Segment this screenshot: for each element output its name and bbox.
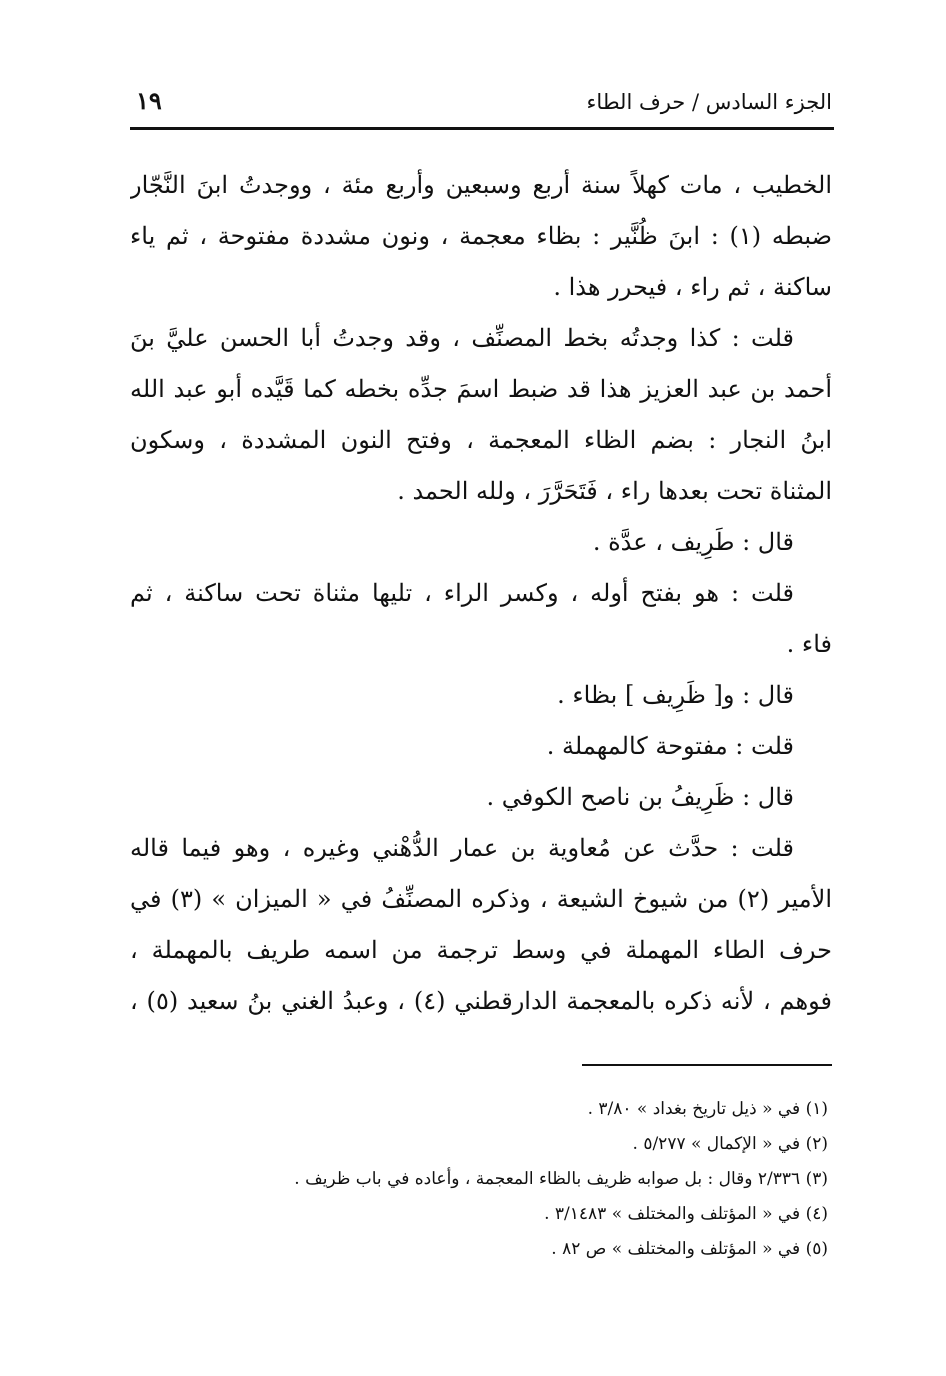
text-line: قال : ظَرِيفُ بن ناصح الكوفي . [486,783,794,811]
text-line: قال : و[ ظَرِيف ] بظاء . [557,681,794,709]
text-line: حرف الطاء المهملة في وسط ترجمة من اسمه طريف بالمهملة ، [130,936,832,964]
text-line: ضبطه (١) : ابنَ ظُنَّير : بظاء معجمة ، ونون مشددة مفتوحة ، ثم ياء [130,222,832,250]
main-text [130,160,832,1027]
running-header-title: الجزء السادس / حرف الطاء [586,90,832,114]
text-line: قلت : هو بفتح أوله ، وكسر الراء ، تليها مثناة تحت ساكنة ، ثم [130,579,794,607]
footnote: (١) في « ذيل تاريخ بغداد » ٣/٨٠ . [587,1099,828,1119]
header-rule [130,127,834,130]
text-line: الخطيب ، مات كهلاً سنة أربع وسبعين وأربع مئة ، ووجدتُ ابنَ النَّجّار [130,171,832,199]
footnote: (٥) في « المؤتلف والمختلف » ص ٨٢ . [551,1239,828,1259]
page-number: ١٩ [136,86,162,115]
footnotes [130,1092,834,1267]
text-line: قلت : كذا وجدتُه بخط المصنِّف ، وقد وجدتُ أبا الحسن عليَّ بنَ [130,324,794,352]
text-line: أحمد بن عبد العزيز هذا قد ضبط اسمَ جدِّه بخطه كما قَيَّده أبو عبد الله [130,375,832,403]
footnote: (٣) ٢/٣٣٦ وقال : بل صوابه ظريف بالظاء المعجمة ، وأعاده في باب ظريف . [294,1169,828,1189]
footnote: (٢) في « الإكمال » ٥/٢٧٧ . [632,1134,828,1154]
footnote-rule [582,1064,832,1066]
running-header [130,82,834,126]
footnote: (٤) في « المؤتلف والمختلف » ٣/١٤٨٣ . [544,1204,828,1224]
text-line: ابنُ النجار : بضم الظاء المعجمة ، وفتح النون المشددة ، وسكون [130,426,832,454]
text-line: قال : طَرِيف ، عدَّة . [592,528,794,556]
text-line: قلت : حدَّث عن مُعاوية بن عمار الدُّهْني وغيره ، وهو فيما قاله [130,834,794,862]
text-line: ساكنة ، ثم راء ، فيحرر هذا . [553,273,832,301]
text-line: الأمير (٢) من شيوخ الشيعة ، وذكره المصنِّفُ في « الميزان » (٣) في [130,885,832,913]
text-line: المثناة تحت بعدها راء ، فَتَحَرَّرَ ، ولله الحمد . [397,477,832,505]
text-line: قلت : مفتوحة كالمهملة . [546,732,794,760]
text-line: فاء . [786,630,832,658]
text-line: فوهم ، لأنه ذكره بالمعجمة الدارقطني (٤) ، وعبدُ الغني بنُ سعيد (٥) ، [130,987,832,1015]
